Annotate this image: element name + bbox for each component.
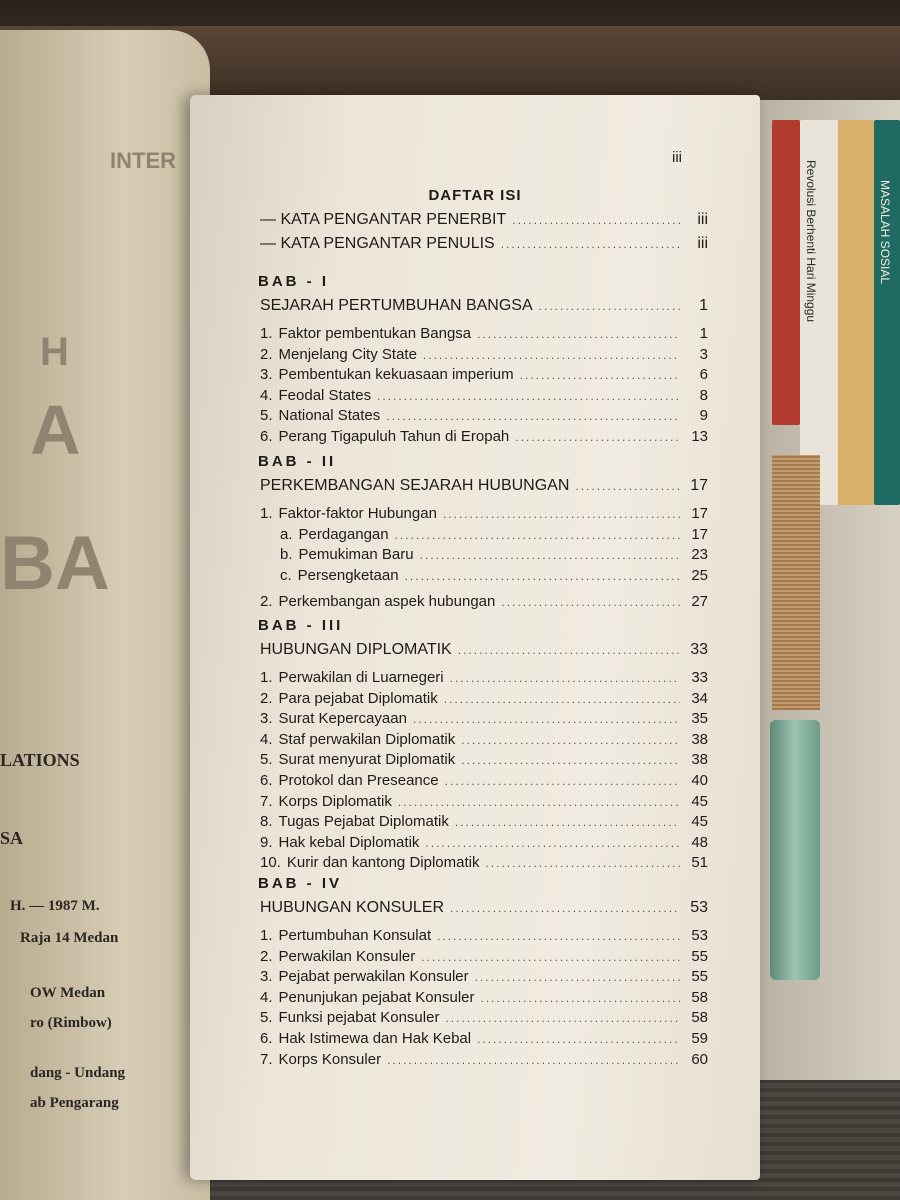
entry-page: 58 xyxy=(691,988,708,1006)
page-number: iii xyxy=(672,149,682,166)
entry-number: 3. xyxy=(260,710,273,728)
entry-page: 55 xyxy=(691,947,708,965)
toc-front-entry xyxy=(260,235,708,253)
entry-number: 4. xyxy=(260,988,273,1006)
entry-label: — KATA PENGANTAR PENULIS xyxy=(260,235,495,252)
toc-entry xyxy=(260,927,708,944)
toc-entry xyxy=(260,366,708,383)
entry-label: Tugas Pejabat Diplomatik xyxy=(278,813,449,831)
toc-entry xyxy=(260,505,708,522)
entry-label: PERKEMBANGAN SEJARAH HUBUNGAN xyxy=(260,477,570,494)
entry-number: 6. xyxy=(260,1030,273,1047)
toc-entry xyxy=(260,407,708,424)
leader-dots xyxy=(395,528,680,542)
leader-dots xyxy=(501,237,680,251)
leader-dots xyxy=(405,569,680,583)
faint-text: A xyxy=(30,391,81,469)
entry-page: 17 xyxy=(690,477,708,494)
book-spine-green xyxy=(874,120,900,505)
entry-number: 8. xyxy=(260,813,273,831)
entry-number: c. xyxy=(280,566,292,584)
spine-title: MASALAH SOSIAL xyxy=(878,180,892,285)
entry-label: Pembentukan kekuasaan imperium xyxy=(278,366,514,384)
leader-dots xyxy=(445,1011,680,1025)
leader-dots xyxy=(386,409,680,423)
entry-label: Persengketaan xyxy=(297,566,399,584)
toc-entry xyxy=(280,567,708,584)
entry-label: Kurir dan kantong Diplomatik xyxy=(286,854,480,872)
chapter-heading xyxy=(260,297,708,315)
entry-label: HUBUNGAN KONSULER xyxy=(260,899,445,916)
chapter-label: BAB - IV xyxy=(258,875,342,892)
left-page-line: Raja 14 Medan xyxy=(20,930,119,946)
leader-dots xyxy=(421,950,680,964)
chapter-label: BAB - II xyxy=(258,453,337,470)
left-page-line: ro (Rimbow) xyxy=(30,1015,112,1031)
leader-dots xyxy=(475,970,680,984)
entry-number: 1. xyxy=(260,325,273,342)
entry-page: 9 xyxy=(699,407,708,425)
entry-page: 38 xyxy=(691,751,708,769)
left-page-line: dang - Undang xyxy=(30,1065,126,1081)
toc-entry xyxy=(260,1009,708,1026)
entry-label: Perdagangan xyxy=(298,525,389,543)
spine-title: Revolusi Berhenti Hari Minggu xyxy=(804,160,818,323)
toc-entry xyxy=(260,387,708,404)
entry-page: 48 xyxy=(691,833,708,851)
entry-page: 55 xyxy=(691,968,708,986)
entry-page: 8 xyxy=(699,386,708,404)
leader-dots xyxy=(477,1032,680,1046)
leader-dots xyxy=(387,1053,680,1067)
toc-entry xyxy=(280,526,708,543)
entry-label: Menjelang City State xyxy=(278,345,417,363)
entry-page: 13 xyxy=(691,428,708,445)
toc-entry xyxy=(260,325,708,342)
entry-label: Feodal States xyxy=(278,386,372,404)
entry-number: a. xyxy=(280,525,293,543)
entry-number: 4. xyxy=(260,386,273,404)
book-spine-white xyxy=(800,120,838,505)
entry-page: 40 xyxy=(691,772,708,789)
entry-number: 3. xyxy=(260,968,273,986)
entry-label: Korps Diplomatik xyxy=(278,792,392,810)
toc-title: DAFTAR ISI xyxy=(428,187,522,204)
toc-entry xyxy=(260,751,708,768)
leader-dots xyxy=(575,479,680,493)
toc-entry xyxy=(260,1051,708,1068)
entry-page: 33 xyxy=(690,641,708,658)
toc-entry xyxy=(260,428,708,445)
leader-dots xyxy=(443,507,680,521)
toc-entry xyxy=(280,546,708,563)
entry-page: 51 xyxy=(691,854,708,872)
faint-text: INTER xyxy=(110,148,176,173)
leader-dots xyxy=(458,643,680,657)
toc-entry xyxy=(260,710,708,727)
toc-entry xyxy=(260,593,708,610)
leader-dots xyxy=(445,774,680,788)
toc-entry xyxy=(260,669,708,686)
chapter-label: BAB - I xyxy=(258,273,329,290)
entry-label: Pertumbuhan Konsulat xyxy=(278,927,432,944)
entry-number: 2. xyxy=(260,947,273,965)
left-page-line: OW Medan xyxy=(30,985,106,1001)
entry-number: 5. xyxy=(260,407,273,425)
leader-dots xyxy=(485,856,680,870)
entry-number: 2. xyxy=(260,689,273,707)
leader-dots xyxy=(520,368,680,382)
leader-dots xyxy=(450,901,680,915)
entry-page: 25 xyxy=(691,566,708,584)
faint-text: H xyxy=(40,330,69,374)
entry-number: 2. xyxy=(260,345,273,363)
entry-label: SEJARAH PERTUMBUHAN BANGSA xyxy=(260,297,533,314)
leader-dots xyxy=(461,753,680,767)
leader-dots xyxy=(450,671,680,685)
entry-label: Perwakilan Konsuler xyxy=(278,947,416,965)
entry-page: 6 xyxy=(699,366,708,384)
toc-entry xyxy=(260,968,708,985)
entry-number: 6. xyxy=(260,428,273,445)
entry-page: 27 xyxy=(691,593,708,611)
entry-label: Hak kebal Diplomatik xyxy=(278,833,420,851)
leader-dots xyxy=(425,836,680,850)
entry-label: — KATA PENGANTAR PENERBIT xyxy=(260,211,507,228)
toc-entry xyxy=(260,813,708,830)
entry-number: 4. xyxy=(260,730,273,748)
book-spine-tan xyxy=(838,120,874,505)
entry-label: Pejabat perwakilan Konsuler xyxy=(278,968,469,986)
entry-label: Surat Kepercayaan xyxy=(278,710,407,728)
chapter-heading xyxy=(260,641,708,659)
entry-label: Faktor-faktor Hubungan xyxy=(278,505,437,522)
toc-entry xyxy=(260,1030,708,1047)
entry-number: 2. xyxy=(260,593,273,611)
faint-text: BA xyxy=(0,521,110,606)
entry-page: 45 xyxy=(691,813,708,831)
entry-number: 10. xyxy=(260,854,281,872)
leader-dots xyxy=(420,548,680,562)
toc-entry xyxy=(260,346,708,363)
entry-label: Surat menyurat Diplomatik xyxy=(278,751,456,769)
left-page-line: ab Pengarang xyxy=(30,1095,119,1111)
entry-page: 34 xyxy=(691,689,708,707)
toc-entry xyxy=(260,690,708,707)
entry-page: 17 xyxy=(691,505,708,522)
entry-label: Protokol dan Preseance xyxy=(278,772,439,789)
entry-label: Staf perwakilan Diplomatik xyxy=(278,730,456,748)
entry-page: 58 xyxy=(691,1009,708,1027)
entry-page: iii xyxy=(697,235,708,252)
leader-dots xyxy=(437,929,680,943)
entry-page: 35 xyxy=(691,710,708,728)
entry-label: Funksi pejabat Konsuler xyxy=(278,1009,440,1027)
entry-page: 38 xyxy=(691,730,708,748)
leader-dots xyxy=(501,595,680,609)
chapter-heading xyxy=(260,899,708,917)
entry-page: 53 xyxy=(691,927,708,944)
left-page xyxy=(0,30,210,1200)
entry-label: Perwakilan di Luarnegeri xyxy=(278,669,444,686)
ceramic-vase xyxy=(770,720,820,980)
entry-label: Korps Konsuler xyxy=(278,1050,382,1068)
toc-page xyxy=(190,95,760,1180)
entry-page: 1 xyxy=(699,325,708,342)
entry-number: 1. xyxy=(260,505,273,522)
leader-dots xyxy=(398,795,680,809)
entry-number: b. xyxy=(280,546,293,564)
leader-dots xyxy=(512,213,680,227)
entry-label: Perang Tigapuluh Tahun di Eropah xyxy=(278,428,510,445)
entry-label: HUBUNGAN DIPLOMATIK xyxy=(260,641,452,658)
entry-page: 45 xyxy=(691,792,708,810)
entry-number: 1. xyxy=(260,927,273,944)
entry-number: 5. xyxy=(260,751,273,769)
entry-page: iii xyxy=(697,211,708,228)
leader-dots xyxy=(515,430,680,444)
leader-dots xyxy=(539,299,680,313)
toc-entry xyxy=(260,989,708,1006)
entry-label: National States xyxy=(278,407,381,425)
entry-page: 60 xyxy=(691,1050,708,1068)
entry-page: 53 xyxy=(690,899,708,916)
left-page-line: H. — 1987 M. xyxy=(10,898,100,914)
toc-entry xyxy=(260,834,708,851)
leader-dots xyxy=(377,389,680,403)
leader-dots xyxy=(455,815,680,829)
toc-entry xyxy=(260,731,708,748)
left-page-line: SA xyxy=(0,828,24,848)
entry-label: Para pejabat Diplomatik xyxy=(278,689,438,707)
entry-number: 7. xyxy=(260,1050,273,1068)
toc-entry xyxy=(260,793,708,810)
entry-label: Faktor pembentukan Bangsa xyxy=(278,325,472,342)
toc-entry xyxy=(260,948,708,965)
entry-number: 7. xyxy=(260,792,273,810)
leader-dots xyxy=(481,991,681,1005)
toc-entry xyxy=(260,854,708,871)
entry-number: 9. xyxy=(260,833,273,851)
entry-label: Hak Istimewa dan Hak Kebal xyxy=(278,1030,472,1047)
chapter-heading xyxy=(260,477,708,495)
entry-number: 3. xyxy=(260,366,273,384)
toc-entry xyxy=(260,772,708,789)
leader-dots xyxy=(413,712,680,726)
entry-page: 1 xyxy=(699,297,708,314)
entry-number: 6. xyxy=(260,772,273,789)
entry-number: 5. xyxy=(260,1009,273,1027)
entry-label: Penunjukan pejabat Konsuler xyxy=(278,988,475,1006)
leader-dots xyxy=(444,692,680,706)
book-page-edges xyxy=(772,455,820,710)
chapter-label: BAB - III xyxy=(258,617,344,634)
leader-dots xyxy=(461,733,680,747)
leader-dots xyxy=(477,327,680,341)
left-page-line: LATIONS xyxy=(0,750,80,770)
entry-label: Perkembangan aspek hubungan xyxy=(278,593,496,611)
entry-number: 1. xyxy=(260,669,273,686)
entry-page: 59 xyxy=(691,1030,708,1047)
entry-page: 23 xyxy=(691,546,708,564)
entry-label: Pemukiman Baru xyxy=(298,546,414,564)
entry-page: 17 xyxy=(691,525,708,543)
entry-page: 33 xyxy=(691,669,708,686)
entry-page: 3 xyxy=(699,345,708,363)
leader-dots xyxy=(423,348,680,362)
toc-front-entry xyxy=(260,211,708,229)
book-spine-red xyxy=(772,120,800,425)
